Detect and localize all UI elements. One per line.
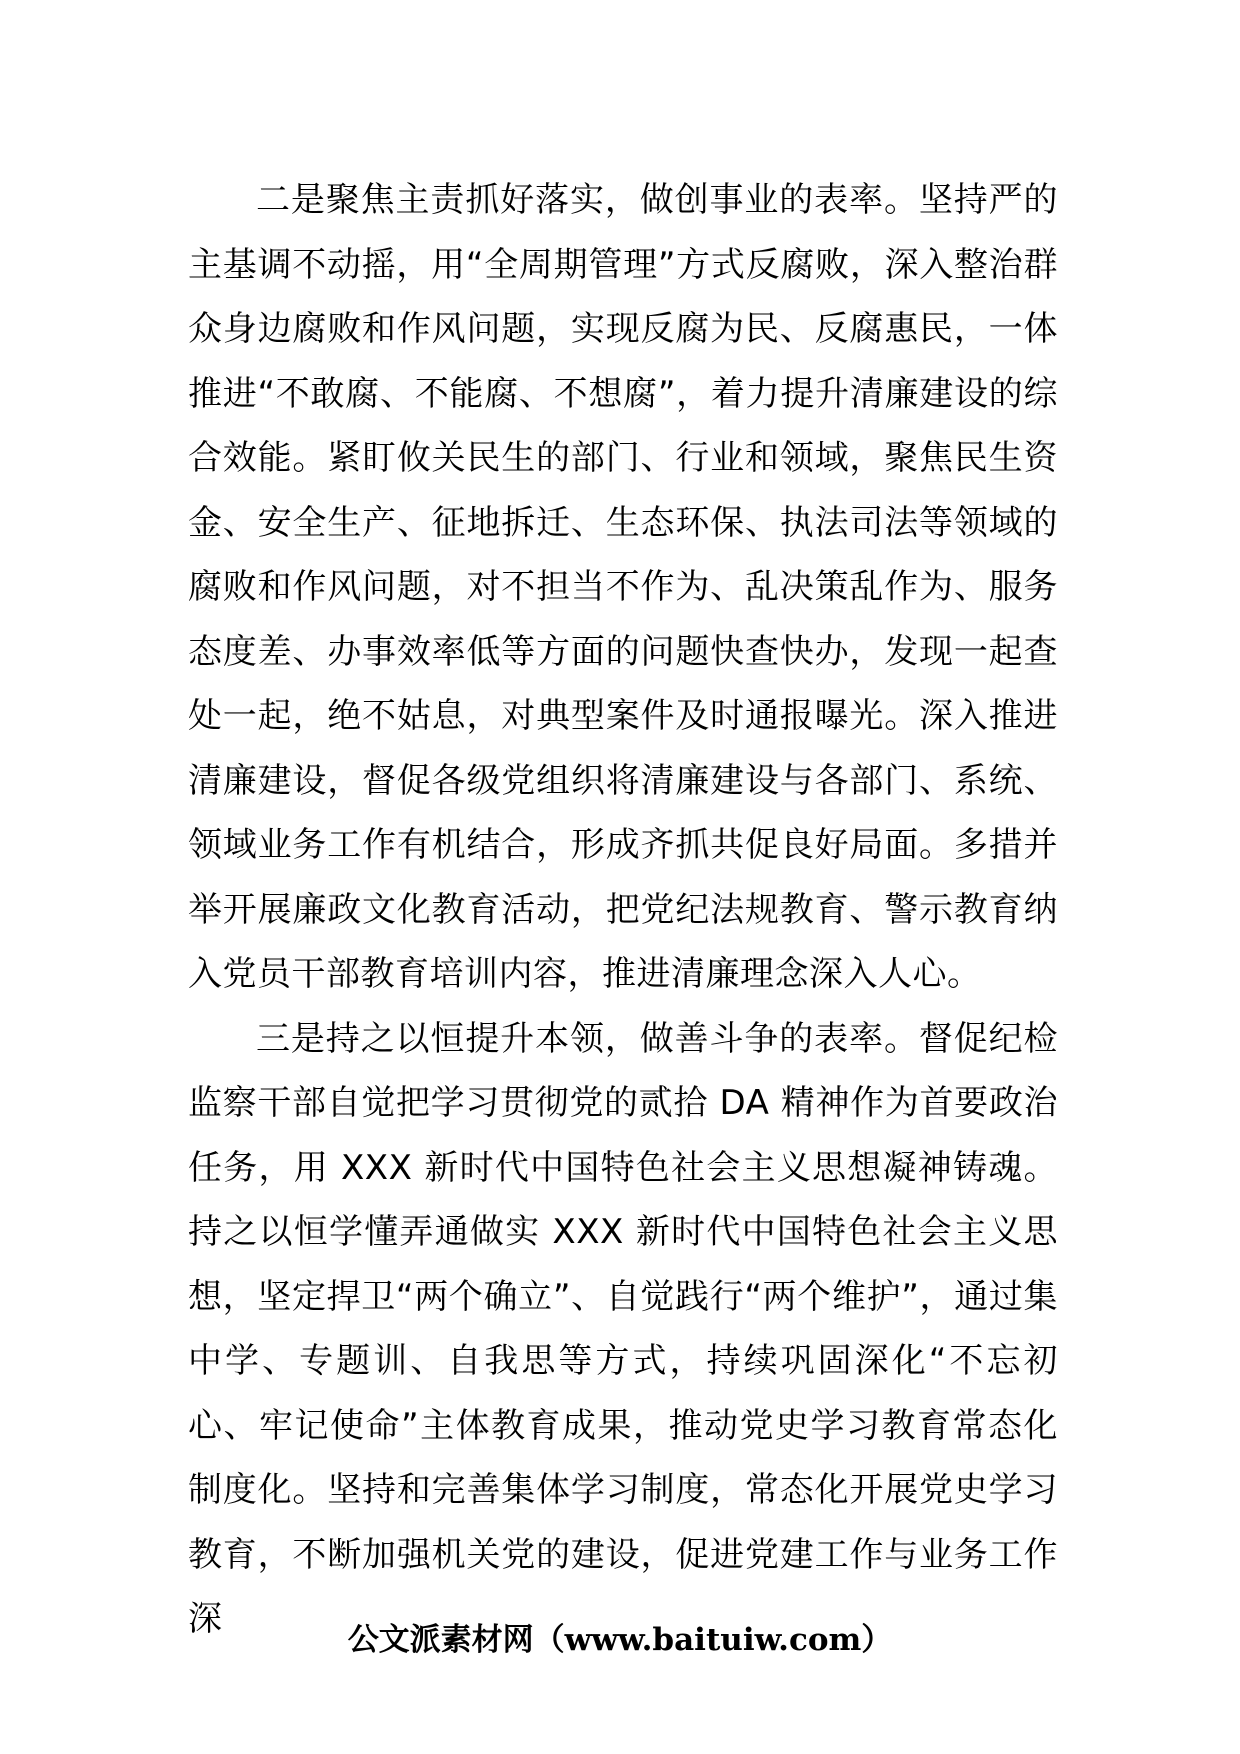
paragraph-point-two: 二是聚焦主责抓好落实，做创事业的表率。坚持严的主基调不动摇，用“全周期管理”方式反腐败，深入整治群众身边腐败和作风问题，实现反腐为民、反腐惠民，一体推进“不敢腐、不能腐、不想腐”，着力提升清廉建设的综合效能。紧盯攸关民生的部门、行业和领域，聚焦民生资金、安全生产、征地拆迁、生态环保、执法司法等领域的腐败和作风问题，对不担当不作为、乱决策乱作为、服务态度差、办事效率低等方面的问题快查快办，发现一起查处一起，绝不姑息，对典型案件及时通报曝光。深入推进清廉建设，督促各级党组织将清廉建设与各部门、系统、领域业务工作有机结合，形成齐抓共促良好局面。多措并举开展廉政文化教育活动，把党纪法规教育、警示教育纳入党员干部教育培训内容，推进清廉理念深入人心。 bbox=[188, 180, 1058, 994]
document-body bbox=[188, 168, 1058, 1652]
paragraph-point-three: 三是持之以恒提升本领，做善斗争的表率。督促纪检监察干部自觉把学习贯彻党的贰拾 DA 精神作为首要政治任务，用 XXX 新时代中国特色社会主义思想凝神铸魂。持之以恒学懂弄通做实 XXX 新时代中国特色社会主义思想，坚定捍卫“两个确立”、自觉践行“两个维护”，通过集中学、专题训、自我思等方式，持续巩固深化“不忘初心、牢记使命”主体教育成果，推动党史学习教育常态化制度化。坚持和完善集体学习制度，常态化开展党史学习教育，不断加强机关党的建设，促进党建工作与业务工作深 bbox=[188, 1018, 1058, 1639]
footer-watermark: 公文派素材网（www.baituiw.com） bbox=[347, 1622, 893, 1658]
